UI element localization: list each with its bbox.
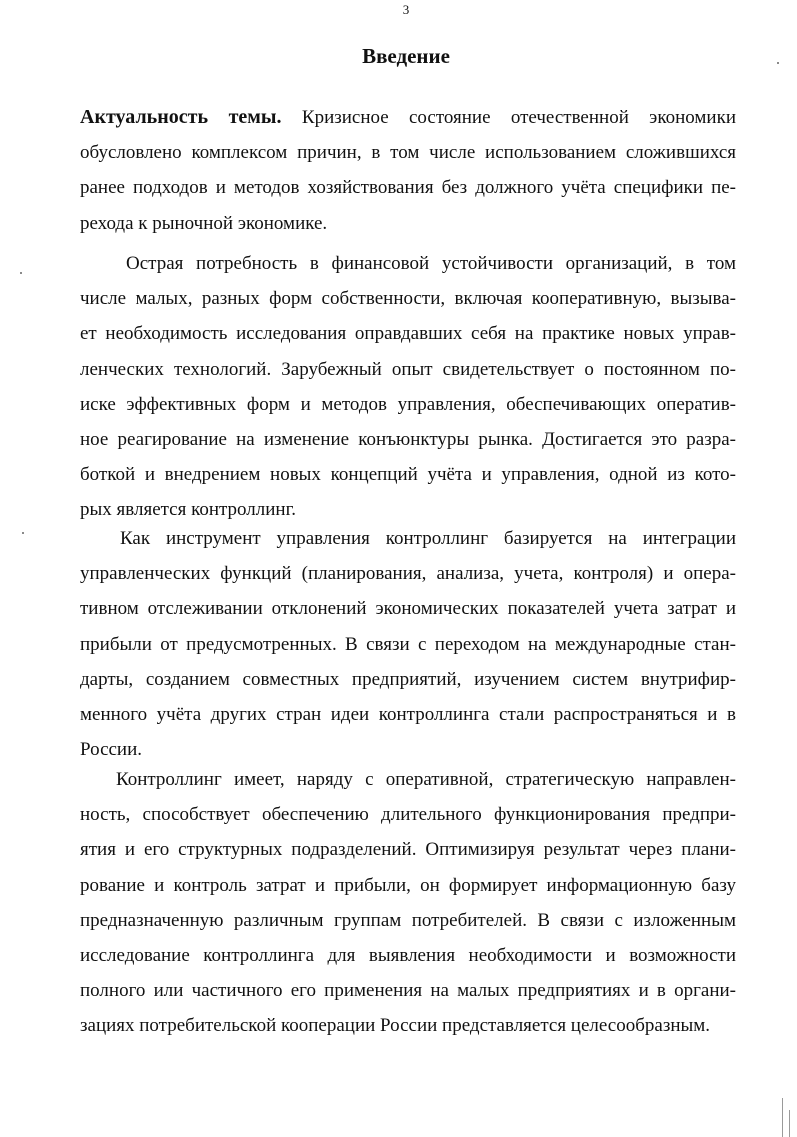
paragraph-line: обусловлено комплексом причин, в том числе использованием сложившихся [80,142,736,164]
paragraph-strategic-orientation [80,762,736,1044]
paragraph-line [80,100,736,135]
paragraph-line: полного или частичного его применения на малых предприятиях и в органи- [80,980,736,1002]
scan-speck [22,532,24,534]
paragraph-line-text: Кризисное состояние отечественной экономики [301,107,737,128]
section-heading: Введение [362,44,450,68]
scan-speck [20,272,22,274]
paragraph-line: тивном отслеживании отклонений экономических показателей учета затрат и [80,598,736,620]
paragraph-line: ное реагирование на изменение конъюнктуры рынка. Достигается это разра- [80,429,736,451]
paragraph-line: менного учёта других стран идеи контроллинга стали распространяться и в [80,704,736,726]
paragraph-line: рование и контроль затрат и прибыли, он формирует информационную базу [80,874,736,896]
paragraph-line: боткой и внедрением новых концепций учёта и управления, одной из кото- [80,464,736,486]
paragraph-line: дарты, созданием совместных предприятий, изучением систем внутрифир- [80,668,736,690]
paragraph-financial-stability [80,246,736,528]
paragraph-line: Контроллинг имеет, наряду с оперативной, стратегическую направлен- [116,769,736,790]
paragraph-line: прибыли от предусмотренных. В связи с переходом на международные стан- [80,633,736,655]
paragraph-line: исследование контроллинга для выявления необходимости и возможности [80,945,736,967]
paragraph-line: ранее подходов и методов хозяйствования без должного учёта специфики пе- [80,177,736,199]
paragraph-line: ность, способствует обеспечению длительного функционирования предпри- [80,804,736,826]
paragraph-line: рехода к рыночной экономике. [80,212,328,234]
lead-phrase: Актуальность темы. [80,106,282,128]
paragraph-line: рых является контроллинг. [80,499,297,521]
paragraph-line: ленческих технологий. Зарубежный опыт свидетельствует о постоянном по- [80,358,736,380]
paragraph-line: Острая потребность в финансовой устойчивости организаций, в том [126,253,736,274]
paragraph-line: иске эффективных форм и методов управления, обеспечивающих оператив- [80,393,736,415]
paragraph-line: управленческих функций (планирования, анализа, учета, контроля) и опера- [80,563,736,585]
scan-edge-line [789,1110,790,1137]
paragraph-line: предназначенную различным группам потребителей. В связи с изложенным [80,909,736,931]
paragraph-line: числе малых, разных форм собственности, включая кооперативную, вызыва- [80,288,736,310]
paragraph-relevance [80,100,736,241]
scan-speck [777,62,779,64]
paragraph-line: ет необходимость исследования оправдавших себя на практике новых управ- [80,323,736,345]
scan-edge-line [782,1098,783,1137]
paragraph-line: Как инструмент управления контроллинг базируется на интеграции [120,528,736,549]
paragraph-line: России. [80,739,143,761]
paragraph-management-tool [80,521,736,767]
page-number: 3 [402,2,410,17]
paragraph-line: ятия и его структурных подразделений. Оптимизируя результат через плани- [80,839,736,861]
paragraph-line: зациях потребительской кооперации России представляется целесообразным. [80,1015,711,1037]
